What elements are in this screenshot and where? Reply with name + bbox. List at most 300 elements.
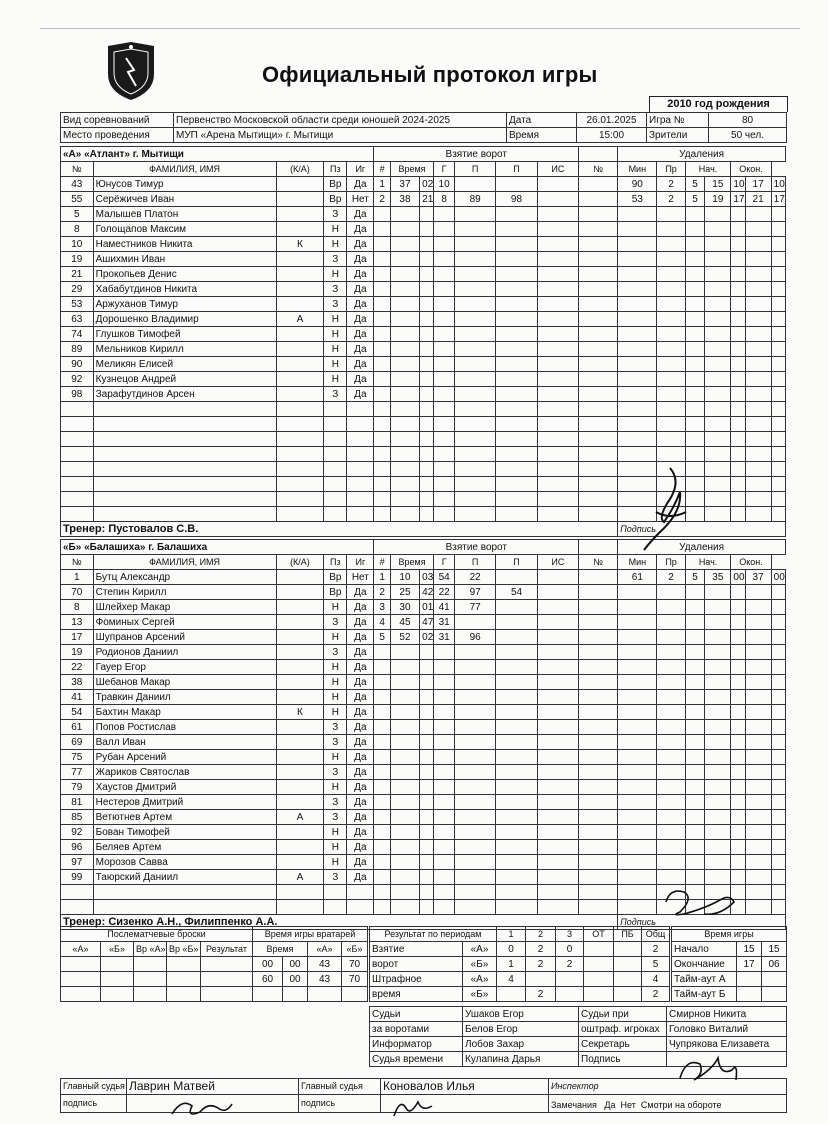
goal-scorer	[434, 855, 455, 870]
col-pen-reason: Пр	[657, 555, 685, 570]
player-role	[276, 630, 324, 645]
pen-start-sec	[731, 705, 745, 720]
player-name	[93, 432, 276, 447]
col-pen-minutes: Мин	[618, 162, 657, 177]
pen-start-min	[705, 357, 731, 372]
player-name: Гауер Егор	[93, 660, 276, 675]
pen-start-min	[705, 705, 731, 720]
goal-strength	[537, 357, 578, 372]
goal-number	[374, 810, 390, 825]
goal-minute	[390, 237, 419, 252]
goal-second	[420, 357, 434, 372]
goal-assist-1	[454, 780, 495, 795]
goal-assist-1: 89	[454, 192, 495, 207]
goal-assist-2	[496, 297, 537, 312]
pen-start-sec: 10	[731, 177, 745, 192]
goal-strength	[537, 690, 578, 705]
player-row	[61, 735, 786, 750]
player-position	[324, 432, 347, 447]
pen-end-min	[745, 282, 771, 297]
pen-end-sec	[771, 477, 785, 492]
player-name: Дорошенко Владимир	[93, 312, 276, 327]
goal-strength	[537, 417, 578, 432]
goalie-col-b: «Б»	[342, 942, 368, 957]
player-row	[61, 222, 786, 237]
pen-number	[618, 660, 657, 675]
goal-scorer	[434, 342, 455, 357]
remarks-no: Нет	[620, 1100, 636, 1110]
player-number	[61, 492, 94, 507]
goal-assist-1	[454, 810, 495, 825]
pen-end-min	[745, 327, 771, 342]
player-played: Да	[347, 705, 374, 720]
goals-title: Взятие ворот	[374, 147, 579, 162]
pen-minutes	[657, 750, 685, 765]
goal-assist-2	[496, 750, 537, 765]
goal-scorer	[434, 297, 455, 312]
pen-end-min: 17	[745, 177, 771, 192]
spectators-label: Зрители	[647, 128, 709, 143]
pen-start-sec	[731, 600, 745, 615]
goal-assist-1	[454, 267, 495, 282]
spacer	[579, 237, 618, 252]
period-1-header: 1	[497, 927, 526, 942]
pen-reason	[685, 855, 705, 870]
goal-number	[374, 720, 390, 735]
pen-end-sec	[771, 372, 785, 387]
pen-end-min	[745, 780, 771, 795]
goal-strength	[537, 207, 578, 222]
goal-number	[374, 297, 390, 312]
goal-minute: 52	[390, 630, 419, 645]
goal-number	[374, 372, 390, 387]
pen-end-sec	[771, 855, 785, 870]
player-role	[276, 252, 324, 267]
player-role	[276, 615, 324, 630]
spacer	[579, 690, 618, 705]
pen-reason	[685, 810, 705, 825]
player-number: 1	[61, 570, 94, 585]
player-name: Жариков Святослав	[93, 765, 276, 780]
player-name: Серёжичев Иван	[93, 192, 276, 207]
player-number: 74	[61, 327, 94, 342]
player-position: Н	[324, 825, 347, 840]
league-logo	[104, 40, 158, 102]
pen-end-sec	[771, 675, 785, 690]
player-role	[276, 222, 324, 237]
pen-b-so	[614, 987, 642, 1002]
goal-assist-2	[496, 372, 537, 387]
goal-assist-1	[454, 282, 495, 297]
player-name: Травкин Даниил	[93, 690, 276, 705]
player-row	[61, 720, 786, 735]
spacer	[579, 600, 618, 615]
pen-number	[618, 207, 657, 222]
pen-minutes	[657, 645, 685, 660]
pen-end-sec	[771, 447, 785, 462]
pen-number	[618, 810, 657, 825]
pen-end-sec	[771, 690, 785, 705]
pen-minutes	[657, 402, 685, 417]
goal-scorer	[434, 507, 455, 522]
goal-minute	[390, 402, 419, 417]
player-name	[93, 900, 276, 915]
pen-reason	[685, 297, 705, 312]
team_b-table	[60, 539, 786, 930]
goal-scorer: 10	[434, 177, 455, 192]
player-position	[324, 462, 347, 477]
goal-assist-2	[496, 855, 537, 870]
spacer	[579, 222, 618, 237]
pen-start-sec	[731, 795, 745, 810]
chief-2-signature	[388, 1092, 440, 1122]
pen-start-min	[705, 795, 731, 810]
goal-minute	[390, 795, 419, 810]
player-position: З	[324, 795, 347, 810]
pen-minutes	[657, 705, 685, 720]
player-row	[61, 342, 786, 357]
player-number: 81	[61, 795, 94, 810]
player-role	[276, 342, 324, 357]
player-row	[61, 645, 786, 660]
player-row	[61, 372, 786, 387]
pen-start-min	[705, 387, 731, 402]
goals-a-p2: 2	[526, 942, 556, 957]
pen-end-sec	[771, 282, 785, 297]
goal-assist-2	[496, 327, 537, 342]
goal-assist-2	[496, 825, 537, 840]
player-row	[61, 585, 786, 600]
goal-scorer	[434, 795, 455, 810]
period-total-header: Общ	[642, 927, 670, 942]
goal-number: 2	[374, 585, 390, 600]
start-label: Начало	[672, 942, 737, 957]
player-role	[276, 417, 324, 432]
player-position: Н	[324, 630, 347, 645]
player-row	[61, 387, 786, 402]
player-position: Н	[324, 600, 347, 615]
player-number: 63	[61, 312, 94, 327]
goal-assist-1	[454, 795, 495, 810]
pen-number: 53	[618, 192, 657, 207]
goal-assist-2	[496, 447, 537, 462]
goal-minute	[390, 372, 419, 387]
pen-start-min	[705, 222, 731, 237]
goal-assist-2	[496, 885, 537, 900]
goal-number	[374, 885, 390, 900]
pen-number	[618, 825, 657, 840]
goal-minute	[390, 342, 419, 357]
goal-scorer	[434, 372, 455, 387]
goal-second: 42	[420, 585, 434, 600]
player-number: 97	[61, 855, 94, 870]
date-label: Дата	[507, 113, 577, 128]
chief-sign-label-2: подпись	[299, 1095, 381, 1113]
goal-strength	[537, 447, 578, 462]
player-position: З	[324, 207, 347, 222]
coach-sign-label: Подпись	[618, 915, 786, 930]
player-position: Вр	[324, 192, 347, 207]
pen-start-sec	[731, 357, 745, 372]
goal-assist-2	[496, 810, 537, 825]
goal-strength	[537, 675, 578, 690]
player-role: А	[276, 810, 324, 825]
page-title: Официальный протокол игры	[262, 62, 598, 87]
goal-strength	[537, 705, 578, 720]
pen-end-min	[745, 297, 771, 312]
goal-second	[420, 237, 434, 252]
goal-scorer	[434, 492, 455, 507]
pen-end-sec	[771, 810, 785, 825]
col-number: №	[61, 555, 94, 570]
pen-start-min	[705, 447, 731, 462]
goal-assist-2	[496, 222, 537, 237]
player-played: Да	[347, 585, 374, 600]
player-row	[61, 675, 786, 690]
player-played: Да	[347, 342, 374, 357]
player-played: Да	[347, 660, 374, 675]
col-pen-number: №	[579, 162, 618, 177]
timeout-a-label: Тайм-аут А	[672, 972, 737, 987]
player-role	[276, 462, 324, 477]
player-row	[61, 177, 786, 192]
shootout-col-gk-b: Вр «Б»	[167, 942, 201, 957]
pen-number	[618, 357, 657, 372]
goal-assist-2	[496, 462, 537, 477]
spacer	[579, 462, 618, 477]
goalie-time-title: Время игры вратарей	[253, 927, 368, 942]
player-played: Да	[347, 222, 374, 237]
player-position: Н	[324, 660, 347, 675]
col-number: №	[61, 162, 94, 177]
pen-end-min	[745, 462, 771, 477]
goals-a-total: 2	[642, 942, 670, 957]
player-number: 92	[61, 372, 94, 387]
pen-minutes: 2	[657, 192, 685, 207]
player-played: Да	[347, 825, 374, 840]
player-position: Вр	[324, 585, 347, 600]
player-position: З	[324, 735, 347, 750]
pen-minutes	[657, 675, 685, 690]
goal-minute	[390, 222, 419, 237]
goal-second	[420, 222, 434, 237]
goal-number	[374, 402, 390, 417]
pen-start-sec	[731, 855, 745, 870]
goal-assist-1: 97	[454, 585, 495, 600]
pen-start-sec	[731, 267, 745, 282]
pen-start-min	[705, 267, 731, 282]
player-role	[276, 825, 324, 840]
goal-number	[374, 735, 390, 750]
player-role	[276, 507, 324, 522]
player-name: Шупранов Арсений	[93, 630, 276, 645]
player-number	[61, 417, 94, 432]
goal-assist-2	[496, 417, 537, 432]
goal-strength	[537, 900, 578, 915]
goal-minute	[390, 690, 419, 705]
pen-end-min	[745, 372, 771, 387]
pen-number	[618, 780, 657, 795]
goal-scorer	[434, 720, 455, 735]
pen-start-min	[705, 765, 731, 780]
pen-start-sec	[731, 507, 745, 522]
col-position: Пз	[324, 162, 347, 177]
goal-assist-1	[454, 765, 495, 780]
pen-number	[618, 222, 657, 237]
pen-start-min	[705, 585, 731, 600]
pen-end-min	[745, 885, 771, 900]
player-played: Нет	[347, 192, 374, 207]
pen-end-min	[745, 690, 771, 705]
goal-strength	[537, 462, 578, 477]
player-played: Да	[347, 810, 374, 825]
pen-reason	[685, 765, 705, 780]
goal-scorer	[434, 282, 455, 297]
player-role	[276, 885, 324, 900]
player-row	[61, 600, 786, 615]
pen-minutes	[657, 357, 685, 372]
pen-end-sec	[771, 630, 785, 645]
pen-reason	[685, 720, 705, 735]
pen-minutes	[657, 327, 685, 342]
player-row	[61, 207, 786, 222]
spacer	[579, 327, 618, 342]
spacer	[579, 417, 618, 432]
spacer	[579, 705, 618, 720]
goal-number	[374, 675, 390, 690]
goal-assist-1	[454, 402, 495, 417]
pen-number	[618, 387, 657, 402]
player-played: Да	[347, 780, 374, 795]
player-row	[61, 327, 786, 342]
shootout-col-b: «Б»	[101, 942, 134, 957]
pen-number	[618, 795, 657, 810]
goal-second	[420, 900, 434, 915]
pen-number	[618, 645, 657, 660]
goal-second	[420, 750, 434, 765]
player-number	[61, 447, 94, 462]
paper-edge	[40, 28, 800, 29]
goal-strength	[537, 507, 578, 522]
goal-assist-2	[496, 675, 537, 690]
pen-minutes	[657, 297, 685, 312]
player-role	[276, 570, 324, 585]
player-row	[61, 417, 786, 432]
goal-strength	[537, 267, 578, 282]
goal-number	[374, 432, 390, 447]
inspector-label: Инспектор	[549, 1079, 787, 1095]
goal-strength	[537, 885, 578, 900]
goal-assist-1	[454, 387, 495, 402]
goal-minute	[390, 462, 419, 477]
date-value: 26.01.2025	[577, 113, 647, 128]
goal-assist-1	[454, 870, 495, 885]
goal-number	[374, 765, 390, 780]
goal-assist-2	[496, 570, 537, 585]
goal-assist-2: 98	[496, 192, 537, 207]
goal-second	[420, 297, 434, 312]
goal-number	[374, 750, 390, 765]
spacer	[579, 177, 618, 192]
player-name	[93, 507, 276, 522]
goal-minute	[390, 780, 419, 795]
pen-end-sec	[771, 402, 785, 417]
pen-start-min	[705, 720, 731, 735]
goal-number	[374, 795, 390, 810]
player-position: Н	[324, 357, 347, 372]
goal-second	[420, 870, 434, 885]
goal-scorer	[434, 900, 455, 915]
goal-scorer	[434, 417, 455, 432]
goal-assist-2	[496, 735, 537, 750]
pen-end-sec	[771, 267, 785, 282]
goals-a-p3: 0	[556, 942, 584, 957]
col-pen-minutes: Мин	[618, 555, 657, 570]
player-number	[61, 885, 94, 900]
pen-end-sec	[771, 327, 785, 342]
goal-scorer: 41	[434, 600, 455, 615]
goal-scorer	[434, 447, 455, 462]
col-captain: (К/А)	[276, 162, 324, 177]
player-name: Ашихмин Иван	[93, 252, 276, 267]
pen-a-total: 4	[642, 972, 670, 987]
goal-minute: 37	[390, 177, 419, 192]
pen-minutes	[657, 222, 685, 237]
goal-minute: 30	[390, 600, 419, 615]
coach-sign-label: Подпись	[618, 522, 786, 537]
player-position: З	[324, 252, 347, 267]
end-minute: 06	[762, 957, 787, 972]
pen-reason	[685, 237, 705, 252]
goal-second	[420, 855, 434, 870]
pen-start-sec	[731, 585, 745, 600]
spacer	[579, 507, 618, 522]
goal-assist-1	[454, 750, 495, 765]
pen-end-min	[745, 585, 771, 600]
goal-scorer: 31	[434, 615, 455, 630]
player-role	[276, 585, 324, 600]
secretary-label: Секретарь	[579, 1037, 667, 1052]
spacer	[579, 267, 618, 282]
pen-minutes	[657, 765, 685, 780]
pen-end-sec	[771, 207, 785, 222]
goal-minute	[390, 447, 419, 462]
pen-minutes	[657, 432, 685, 447]
pen-minutes	[657, 690, 685, 705]
penalties-title: Удаления	[618, 540, 786, 555]
goal-strength	[537, 720, 578, 735]
player-role	[276, 192, 324, 207]
venue-label: Место проведения	[61, 128, 174, 143]
game-value: 80	[709, 113, 787, 128]
player-played: Да	[347, 252, 374, 267]
player-number: 90	[61, 357, 94, 372]
player-played: Да	[347, 600, 374, 615]
pen-number	[618, 282, 657, 297]
player-name: Меликян Елисей	[93, 357, 276, 372]
pen-reason	[685, 630, 705, 645]
pen-start-sec	[731, 765, 745, 780]
pen-number	[618, 585, 657, 600]
pen-end-sec: 17	[771, 192, 785, 207]
goal-scorer	[434, 840, 455, 855]
penalty-judge-1: Смирнов Никита	[667, 1007, 787, 1022]
pen-a-p3	[556, 972, 584, 987]
pen-end-sec	[771, 342, 785, 357]
goal-minute	[390, 855, 419, 870]
goal-judge-2: Белов Егор	[463, 1022, 579, 1037]
pen-start-min	[705, 675, 731, 690]
